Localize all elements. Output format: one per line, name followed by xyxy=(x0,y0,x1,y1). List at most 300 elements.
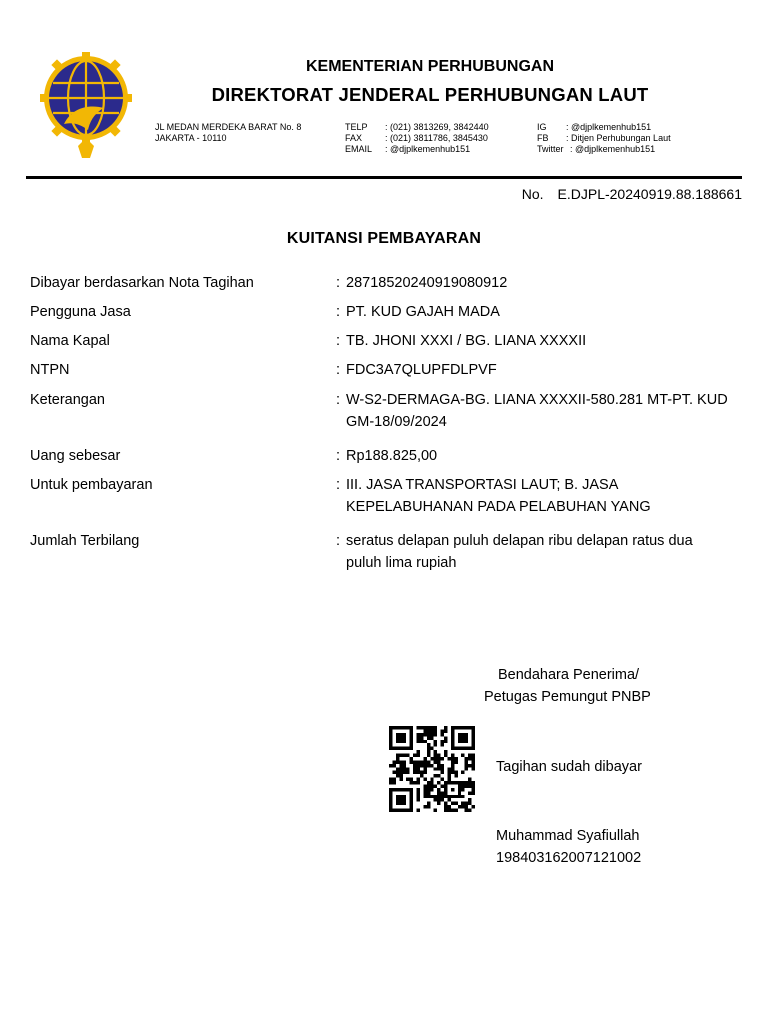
qr-module xyxy=(441,771,444,774)
qr-module xyxy=(447,795,450,798)
qr-module xyxy=(389,736,392,739)
qr-module xyxy=(447,767,450,770)
qr-module xyxy=(472,729,475,732)
qr-module xyxy=(444,740,447,743)
qr-module xyxy=(472,781,475,784)
qr-module xyxy=(447,781,450,784)
qr-module xyxy=(451,795,454,798)
qr-module xyxy=(451,809,454,812)
qr-module xyxy=(389,764,392,767)
qr-module xyxy=(441,764,444,767)
qr-module xyxy=(441,795,444,798)
field-label-pengguna-jasa: Pengguna Jasa xyxy=(30,304,131,320)
qr-module xyxy=(406,747,409,750)
qr-module xyxy=(454,781,457,784)
qr-module xyxy=(423,726,426,729)
qr-module xyxy=(427,764,430,767)
qr-module xyxy=(458,791,461,794)
qr-module xyxy=(389,798,392,801)
qr-module xyxy=(389,778,392,781)
qr-module xyxy=(420,736,423,739)
qr-module xyxy=(389,781,392,784)
qr-module xyxy=(406,778,409,781)
qr-module xyxy=(468,764,471,767)
qr-module xyxy=(461,781,464,784)
qr-module xyxy=(389,743,392,746)
document-title: KUITANSI PEMBAYARAN xyxy=(286,230,482,247)
qr-module xyxy=(441,791,444,794)
qr-module xyxy=(420,764,423,767)
qr-module xyxy=(430,733,433,736)
qr-module xyxy=(458,736,461,739)
qr-module xyxy=(427,743,430,746)
qr-module xyxy=(454,747,457,750)
qr-module xyxy=(468,726,471,729)
qr-module xyxy=(399,802,402,805)
qr-module xyxy=(468,757,471,760)
qr-module xyxy=(434,784,437,787)
qr-module xyxy=(403,764,406,767)
qr-module xyxy=(403,754,406,757)
qr-module xyxy=(451,754,454,757)
qr-module xyxy=(396,802,399,805)
fb-value: : Ditjen Perhubungan Laut xyxy=(566,133,671,143)
qr-module xyxy=(451,726,454,729)
qr-module xyxy=(396,726,399,729)
qr-module xyxy=(434,733,437,736)
qr-module xyxy=(430,778,433,781)
qr-module xyxy=(420,733,423,736)
qr-module xyxy=(399,798,402,801)
qr-module xyxy=(403,798,406,801)
qr-module xyxy=(417,781,420,784)
qr-module xyxy=(465,740,468,743)
qr-module xyxy=(410,798,413,801)
qr-module xyxy=(444,754,447,757)
qr-module xyxy=(430,764,433,767)
qr-module xyxy=(406,754,409,757)
qr-module xyxy=(410,778,413,781)
qr-module xyxy=(465,784,468,787)
qr-module xyxy=(406,771,409,774)
qr-module xyxy=(454,795,457,798)
qr-module xyxy=(461,771,464,774)
qr-module xyxy=(403,767,406,770)
qr-module xyxy=(410,757,413,760)
qr-module xyxy=(451,781,454,784)
qr-module xyxy=(472,754,475,757)
qr-module xyxy=(434,767,437,770)
qr-module xyxy=(451,771,454,774)
qr-module xyxy=(417,750,420,753)
qr-module xyxy=(403,726,406,729)
qr-module xyxy=(434,754,437,757)
qr-module xyxy=(410,805,413,808)
qr-module xyxy=(465,802,468,805)
qr-module xyxy=(472,757,475,760)
qr-module xyxy=(441,743,444,746)
qr-module xyxy=(468,754,471,757)
qr-module xyxy=(417,764,420,767)
qr-module xyxy=(413,764,416,767)
qr-module xyxy=(403,740,406,743)
qr-module xyxy=(427,760,430,763)
qr-module xyxy=(406,767,409,770)
signer-role-line-1: Bendahara Penerima/ xyxy=(498,667,640,683)
qr-module xyxy=(468,781,471,784)
field-value-jumlah-terbilang: seratus delapan puluh delapan ribu delapan ratus dua puluh lima rupiah xyxy=(346,533,693,571)
field-colon: : xyxy=(336,304,341,320)
qr-module xyxy=(389,733,392,736)
qr-module xyxy=(434,726,437,729)
qr-module xyxy=(423,740,426,743)
qr-module xyxy=(437,802,440,805)
fax-label: FAX xyxy=(345,133,363,143)
qr-module xyxy=(417,754,420,757)
qr-module xyxy=(430,747,433,750)
qr-module xyxy=(451,747,454,750)
qr-module xyxy=(468,784,471,787)
qr-module xyxy=(451,729,454,732)
field-value-untuk-pembayaran: III. JASA TRANSPORTASI LAUT; B. JASA KEPELABUHANAN PADA PELABUHAN YANG xyxy=(346,477,651,515)
document-number xyxy=(522,186,742,202)
signer-role-line-2: Petugas Pemungut PNBP xyxy=(484,689,651,705)
qr-module xyxy=(472,784,475,787)
qr-module xyxy=(417,736,420,739)
qr-module xyxy=(472,733,475,736)
qr-module xyxy=(403,809,406,812)
qr-module xyxy=(465,760,468,763)
twitter-value: : @djplkemenhub151 xyxy=(570,144,656,154)
qr-module xyxy=(472,767,475,770)
field-colon: : xyxy=(336,392,341,408)
qr-module xyxy=(451,764,454,767)
qr-module xyxy=(399,809,402,812)
qr-module xyxy=(392,781,395,784)
qr-module xyxy=(417,795,420,798)
qr-module xyxy=(458,788,461,791)
qr-module xyxy=(410,743,413,746)
qr-module xyxy=(447,757,450,760)
qr-module xyxy=(396,809,399,812)
field-value-nota-tagihan: 28718520240919080912 xyxy=(346,275,508,291)
qr-module xyxy=(413,760,416,763)
qr-module xyxy=(423,760,426,763)
fax-value: : (021) 3811786, 3845430 xyxy=(385,133,488,143)
qr-module xyxy=(461,788,464,791)
qr-module xyxy=(392,760,395,763)
qr-module xyxy=(458,726,461,729)
qr-module xyxy=(396,798,399,801)
qr-module xyxy=(465,767,468,770)
qr-module xyxy=(389,788,392,791)
qr-module xyxy=(444,805,447,808)
qr-module xyxy=(403,733,406,736)
qr-module xyxy=(417,760,420,763)
qr-module xyxy=(420,760,423,763)
qr-module xyxy=(434,774,437,777)
field-value-keterangan: W-S2-DERMAGA-BG. LIANA XXXXII-580.281 MT-PT. KUD GM-18/09/2024 xyxy=(346,392,728,430)
qr-module xyxy=(427,788,430,791)
qr-module xyxy=(410,795,413,798)
qr-module xyxy=(427,736,430,739)
qr-module xyxy=(447,771,450,774)
header-divider xyxy=(26,176,742,179)
qr-module xyxy=(451,767,454,770)
qr-module xyxy=(451,757,454,760)
qr-module xyxy=(410,733,413,736)
qr-module xyxy=(437,760,440,763)
qr-module xyxy=(430,757,433,760)
qr-module xyxy=(472,743,475,746)
qr-module xyxy=(444,729,447,732)
qr-module xyxy=(423,805,426,808)
qr-module xyxy=(427,802,430,805)
qr-module xyxy=(451,743,454,746)
qr-module xyxy=(410,788,413,791)
ministry-name: KEMENTERIAN PERHUBUNGAN xyxy=(305,58,554,75)
payment-status: Tagihan sudah dibayar xyxy=(496,759,642,775)
qr-module xyxy=(465,736,468,739)
qr-module xyxy=(437,798,440,801)
qr-module xyxy=(417,788,420,791)
qr-module xyxy=(468,778,471,781)
qr-module xyxy=(410,809,413,812)
qr-module xyxy=(413,781,416,784)
qr-module xyxy=(441,740,444,743)
qr-module xyxy=(461,754,464,757)
field-label-jumlah-terbilang: Jumlah Terbilang xyxy=(30,533,140,549)
qr-module xyxy=(420,771,423,774)
qr-module xyxy=(389,726,392,729)
qr-module xyxy=(447,774,450,777)
qr-module xyxy=(406,726,409,729)
qr-module xyxy=(403,788,406,791)
qr-module xyxy=(399,754,402,757)
qr-module xyxy=(437,767,440,770)
qr-module xyxy=(410,736,413,739)
qr-module xyxy=(403,747,406,750)
signer-name: Muhammad Syafiullah xyxy=(496,828,640,844)
qr-module xyxy=(413,754,416,757)
field-value-nama-kapal: TB. JHONI XXXI / BG. LIANA XXXXII xyxy=(346,333,587,349)
twitter-label: Twitter xyxy=(537,144,564,154)
qr-module xyxy=(399,764,402,767)
qr-module xyxy=(410,726,413,729)
qr-module xyxy=(396,771,399,774)
qr-module xyxy=(465,764,468,767)
field-label-nama-kapal: Nama Kapal xyxy=(30,333,110,349)
email-label: EMAIL xyxy=(345,144,373,154)
qr-module xyxy=(427,805,430,808)
field-label-keterangan: Keterangan xyxy=(30,392,105,408)
qr-module xyxy=(410,760,413,763)
qr-module xyxy=(417,767,420,770)
qr-module xyxy=(437,764,440,767)
qr-module xyxy=(472,747,475,750)
field-colon: : xyxy=(336,275,341,291)
qr-module xyxy=(451,733,454,736)
qr-code xyxy=(389,726,475,812)
ministry-logo xyxy=(38,50,134,162)
qr-module xyxy=(465,781,468,784)
qr-module xyxy=(444,784,447,787)
qr-module xyxy=(410,740,413,743)
qr-module xyxy=(413,767,416,770)
qr-module xyxy=(413,771,416,774)
ig-label: IG xyxy=(537,122,547,132)
address-line-1: JL MEDAN MERDEKA BARAT No. 8 xyxy=(155,122,302,132)
qr-module xyxy=(434,798,437,801)
qr-module xyxy=(396,774,399,777)
qr-module xyxy=(437,795,440,798)
qr-module xyxy=(417,733,420,736)
qr-module xyxy=(461,726,464,729)
field-colon: : xyxy=(336,362,341,378)
qr-module xyxy=(441,733,444,736)
qr-module xyxy=(389,791,392,794)
field-label-uang-sebesar: Uang sebesar xyxy=(30,448,121,464)
qr-module xyxy=(403,802,406,805)
qr-module xyxy=(468,798,471,801)
qr-module xyxy=(427,733,430,736)
qr-module xyxy=(441,757,444,760)
field-colon: : xyxy=(336,448,341,464)
field-value-uang-sebesar: Rp188.825,00 xyxy=(346,448,438,464)
qr-module xyxy=(430,795,433,798)
qr-module xyxy=(465,747,468,750)
qr-module xyxy=(399,795,402,798)
qr-module xyxy=(396,767,399,770)
qr-module xyxy=(437,788,440,791)
qr-module xyxy=(437,754,440,757)
qr-module xyxy=(427,747,430,750)
qr-module xyxy=(434,757,437,760)
field-value-pengguna-jasa: PT. KUD GAJAH MADA xyxy=(346,304,500,320)
qr-module xyxy=(423,778,426,781)
qr-module xyxy=(399,740,402,743)
qr-module xyxy=(427,784,430,787)
email-value: : @djplkemenhub151 xyxy=(385,144,471,154)
field-colon: : xyxy=(336,533,341,549)
qr-module xyxy=(451,802,454,805)
qr-module xyxy=(430,729,433,732)
qr-module xyxy=(403,760,406,763)
fb-label: FB xyxy=(537,133,549,143)
qr-module xyxy=(461,736,464,739)
qr-module xyxy=(458,747,461,750)
field-value-ntpn: FDC3A7QLUPFDLPVF xyxy=(346,362,497,378)
field-label-ntpn: NTPN xyxy=(30,362,70,378)
qr-module xyxy=(454,809,457,812)
qr-module xyxy=(399,771,402,774)
qr-module xyxy=(417,798,420,801)
qr-module xyxy=(427,729,430,732)
qr-module xyxy=(430,784,433,787)
qr-module xyxy=(396,747,399,750)
document-number-value: E.DJPL-20240919.88.188661 xyxy=(557,186,742,202)
qr-module xyxy=(468,802,471,805)
qr-module xyxy=(461,802,464,805)
document-number-label: No. xyxy=(521,186,544,202)
qr-module xyxy=(417,809,420,812)
qr-module xyxy=(427,795,430,798)
qr-module xyxy=(423,784,426,787)
qr-module xyxy=(444,809,447,812)
qr-module xyxy=(447,805,450,808)
qr-module xyxy=(423,733,426,736)
qr-module xyxy=(392,809,395,812)
qr-module xyxy=(389,747,392,750)
signer-nip: 198403162007121002 xyxy=(496,850,642,866)
qr-module xyxy=(441,798,444,801)
qr-module xyxy=(444,736,447,739)
qr-module xyxy=(399,774,402,777)
qr-module xyxy=(434,795,437,798)
qr-module xyxy=(465,726,468,729)
qr-module xyxy=(389,729,392,732)
qr-module xyxy=(434,740,437,743)
qr-module xyxy=(410,791,413,794)
qr-module xyxy=(399,788,402,791)
qr-module xyxy=(417,726,420,729)
qr-module xyxy=(410,729,413,732)
qr-module xyxy=(465,733,468,736)
qr-module xyxy=(454,726,457,729)
qr-module xyxy=(472,791,475,794)
address-line-2: JAKARTA - 10110 xyxy=(155,133,227,143)
qr-module xyxy=(454,757,457,760)
qr-module xyxy=(396,740,399,743)
qr-module xyxy=(472,788,475,791)
qr-module xyxy=(420,740,423,743)
qr-module xyxy=(472,764,475,767)
qr-module xyxy=(392,726,395,729)
qr-module xyxy=(392,747,395,750)
qr-module xyxy=(403,771,406,774)
qr-module xyxy=(472,740,475,743)
qr-module xyxy=(417,771,420,774)
qr-module xyxy=(399,736,402,739)
qr-module xyxy=(454,774,457,777)
qr-module xyxy=(399,760,402,763)
qr-module xyxy=(423,771,426,774)
qr-module xyxy=(444,795,447,798)
qr-module xyxy=(461,733,464,736)
field-colon: : xyxy=(336,477,341,493)
field-label-nota-tagihan: Dibayar berdasarkan Nota Tagihan xyxy=(30,275,254,291)
qr-module xyxy=(417,740,420,743)
qr-module xyxy=(399,747,402,750)
qr-module xyxy=(396,757,399,760)
qr-module xyxy=(468,747,471,750)
qr-module xyxy=(392,771,395,774)
qr-module xyxy=(441,767,444,770)
qr-module xyxy=(451,740,454,743)
qr-module xyxy=(399,726,402,729)
qr-module xyxy=(417,778,420,781)
qr-module xyxy=(392,778,395,781)
qr-module xyxy=(389,740,392,743)
qr-module xyxy=(451,736,454,739)
qr-module xyxy=(399,733,402,736)
qr-module xyxy=(458,795,461,798)
qr-module xyxy=(423,757,426,760)
qr-module xyxy=(396,754,399,757)
qr-module xyxy=(472,736,475,739)
qr-module xyxy=(454,760,457,763)
qr-module xyxy=(423,764,426,767)
